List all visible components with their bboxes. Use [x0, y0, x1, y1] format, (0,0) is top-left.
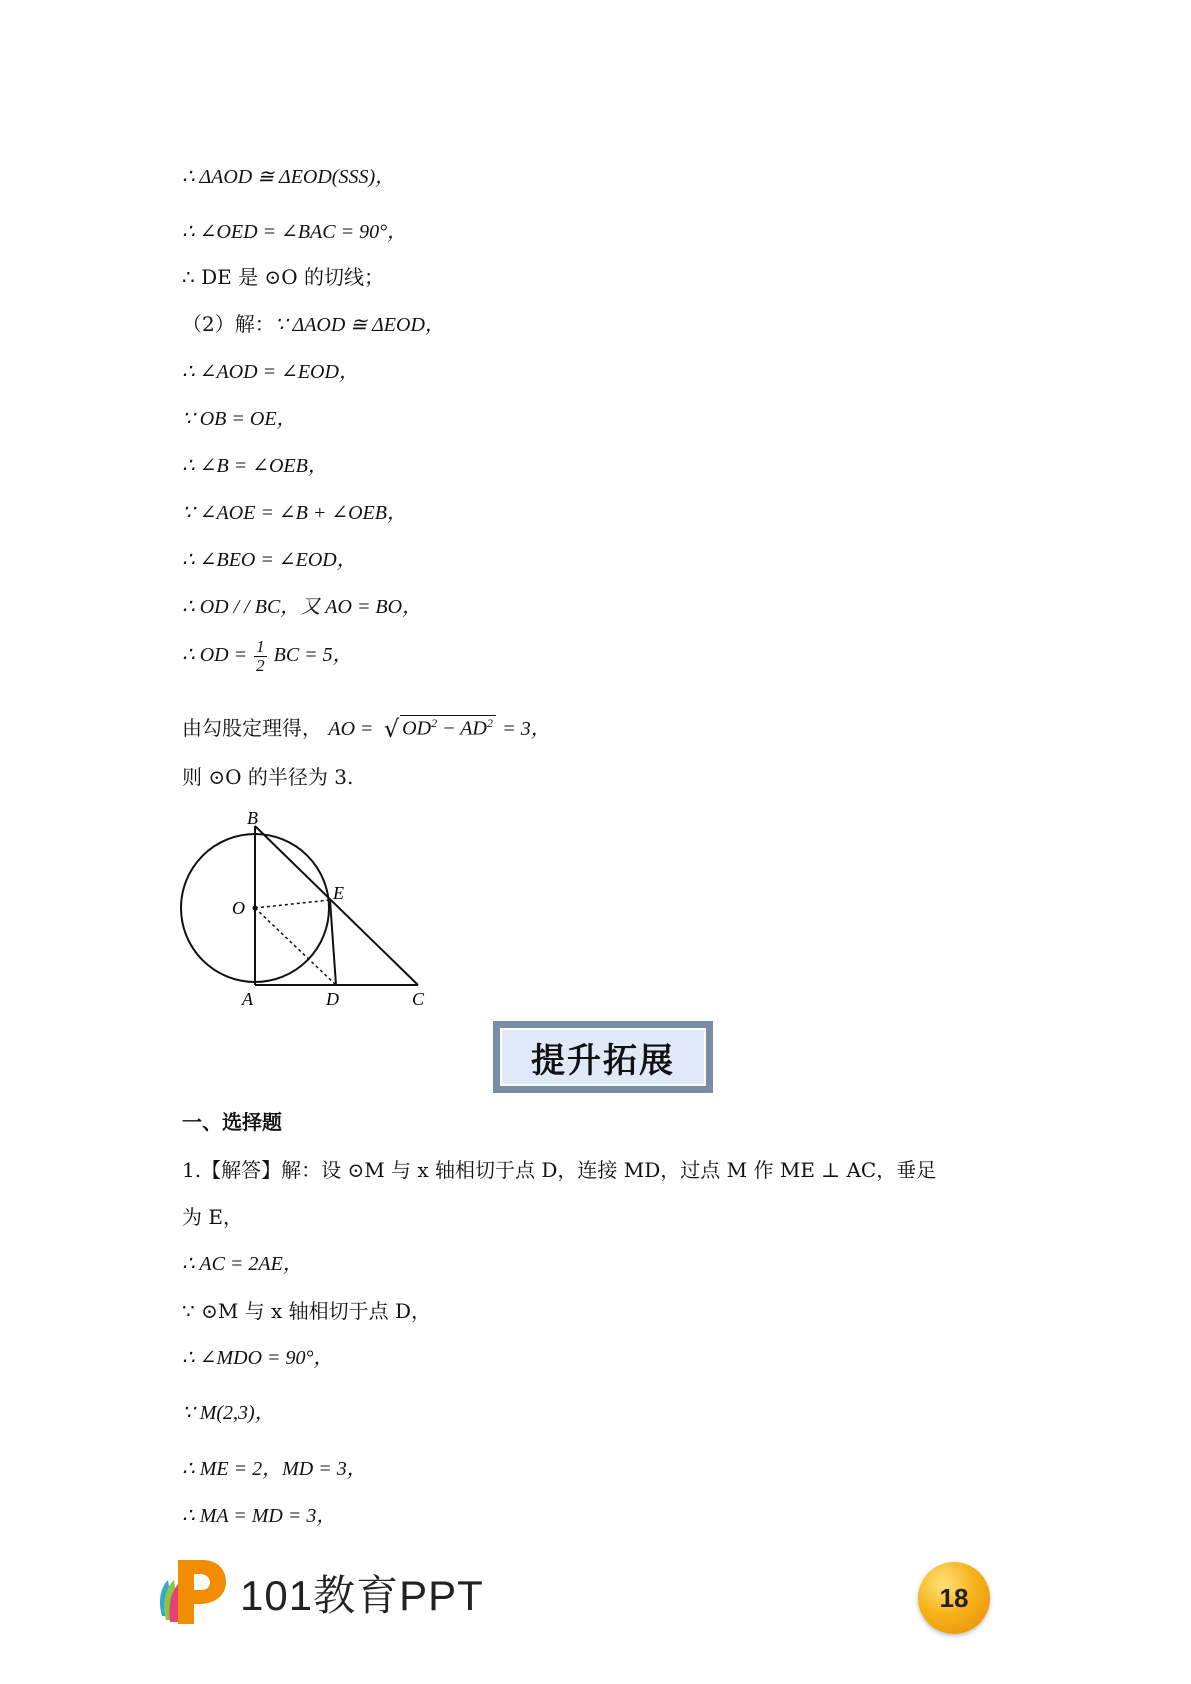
tangent-conclusion: ∴ DE 是 ⊙O 的切线；: [182, 265, 384, 289]
ao-pre: AO =: [328, 718, 374, 740]
exponent-b: 2: [486, 716, 493, 731]
label-d: D: [326, 989, 339, 1008]
banner-title: 提升拓展: [531, 1040, 675, 1081]
step-angle-beo: ∴ ∠BEO = ∠EOD，: [182, 549, 357, 571]
radical-sign: √: [383, 715, 400, 743]
brand-name: 101教育PPT: [240, 1572, 484, 1619]
exponent-a: 2: [431, 716, 438, 731]
od-pre: ∴ OD =: [182, 643, 248, 666]
geometry-figure: [170, 808, 440, 1008]
fraction-half: [254, 638, 267, 675]
radius-conclusion: 则 ⊙O 的半径为 3.: [182, 765, 354, 789]
q1-tangent: ∵ ⊙M 与 x 轴相切于点 D，: [182, 1299, 432, 1323]
segment-ed: [330, 900, 336, 985]
label-c: C: [412, 989, 425, 1008]
right-angle-line: ∴ ∠OED = ∠BAC = 90°，: [182, 221, 408, 243]
part2-intro: [182, 312, 445, 337]
section-heading: 一、选择题: [182, 1110, 282, 1134]
page-number-badge: [918, 1562, 990, 1634]
part2-label: （2）解：: [182, 312, 275, 336]
od-post: BC = 5，: [273, 643, 353, 666]
step-ob-oe: ∵ OB = OE，: [182, 408, 297, 430]
radicand-od: OD: [402, 718, 432, 740]
q1-ac: ∴ AC = 2AE，: [182, 1253, 303, 1275]
pythagoras-line: [182, 715, 551, 744]
step-angle-aoe: ∵ ∠AOE = ∠B + ∠OEB，: [182, 502, 407, 524]
q1-ma-md: ∴ MA = MD = 3，: [182, 1505, 337, 1527]
step-parallel: ∴ OD / / BC，又 AO = BO，: [182, 596, 423, 618]
page-number: 18: [939, 1582, 969, 1613]
step-angle-aod: ∴ ∠AOD = ∠EOD，: [182, 361, 359, 383]
radicand: [400, 715, 496, 741]
step-angle-b: ∴ ∠B = ∠OEB，: [182, 455, 328, 477]
section-banner: [493, 1021, 713, 1093]
q1-me-md: ∴ ME = 2，MD = 3，: [182, 1458, 367, 1480]
label-o: O: [232, 898, 245, 918]
q1-angle-mdo: ∴ ∠MDO = 90°，: [182, 1347, 334, 1369]
ao-post: = 3，: [502, 718, 551, 740]
brand-logo-icon: [152, 1550, 232, 1630]
pythagoras-text: 由勾股定理得，: [182, 716, 322, 740]
q1-line2: 为 E，: [182, 1205, 243, 1229]
part2-intro-math: ∵ ΔAOD ≅ ΔEOD，: [274, 314, 445, 336]
fraction-numerator: 1: [256, 637, 265, 656]
segment-od: [255, 908, 336, 985]
q1-line1: 1.【解答】解：设 ⊙M 与 x 轴相切于点 D，连接 MD，过点 M 作 ME ⊥ AC，垂足: [182, 1158, 937, 1182]
label-a: A: [242, 989, 253, 1008]
center-point: [253, 906, 258, 911]
step-od-value: [182, 638, 353, 675]
label-b: B: [247, 808, 258, 828]
segment-oe: [255, 900, 330, 908]
fraction-denominator: 2: [256, 655, 265, 675]
congruence-line: ∴ ΔAOD ≅ ΔEOD(SSS)，: [182, 166, 396, 188]
q1-point-m: ∵ M(2,3)，: [182, 1402, 275, 1424]
label-e: E: [333, 883, 344, 903]
radicand-ad: − AD: [437, 718, 487, 740]
